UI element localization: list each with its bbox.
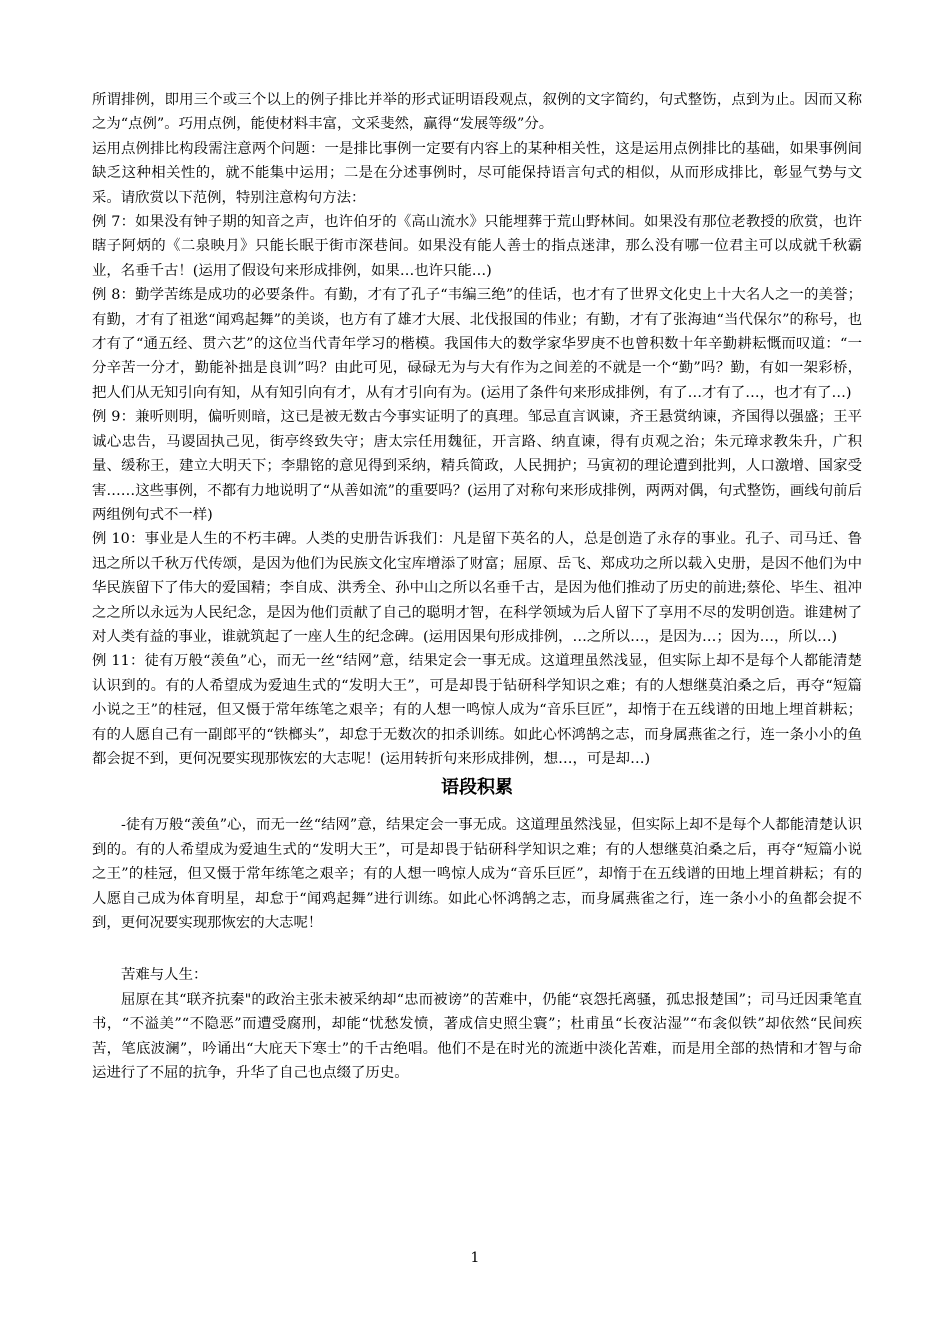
document-page — [92, 88, 862, 1085]
blank-line — [92, 935, 862, 963]
accumulation-paragraph: -徒有万般“羡鱼”心，而无一丝“结网”意，结果定会一事无成。这道理虽然浅显，但实际上却不是每个人都能清楚认识到的。有的人希望成为爱迪生式的“发明大王”，可是却畏于钻研科学知识之难；有的人想继莫泊桑之后，再夺“短篇小说之王”的桂冠，但又慑于常年练笔之艰辛；有的人想一鸣惊人成为“音乐巨匠”，却惰于在五线谱的田地上埋首耕耘；有的人愿自己成为体育明星，却怠于“闻鸡起舞”进行训练。如此心怀鸿鹄之志，而身属燕雀之行，连一条小小的鱼都会捉不到，更何况要实现那恢宏的大志呢！ — [92, 817, 862, 931]
intro-paragraph-1: 所谓排例，即用三个或三个以上的例子排比并举的形式证明语段观点，叙例的文字简约，句式整饬，点到为止。因而又称之为“点例”。巧用点例，能使材料丰富，文采斐然，赢得“发展等级”分。 — [92, 92, 862, 133]
example-7: 例 7：如果没有钟子期的知音之声，也许伯牙的《高山流水》只能埋葬于荒山野林间。如果没有那位老教授的欣赏，也许瞎子阿炳的《二泉映月》只能长眠于街市深巷间。如果没有能人善士的指点迷津，那么没有哪一位君主可以成就千秋霸业，名垂千古！(运用了假设句来形成排例，如果…也许只能…) — [92, 214, 862, 279]
page-number: 1 — [470, 1250, 480, 1266]
subtitle-hardship-and-life: 苦难与人生： — [121, 967, 208, 984]
example-11: 例 11：徒有万般“羡鱼”心，而无一丝“结网”意，结果定会一事无成。这道理虽然浅显，但实际上却不是每个人都能清楚认识到的。有的人希望成为爱迪生式的“发明大王”，可是却畏于钻研科学知识之难；有的人想继莫泊桑之后，再夺“短篇小说之王”的桂冠，但又慑于常年练笔之艰辛；有的人想一鸣惊人成为“音乐巨匠”，却惰于在五线谱的田地上埋首耕耘；有的人愿自己有一副郎平的“铁榔头”，却怠于无数次的扣杀训练。如此心怀鸿鹄之志，而身属燕雀之行，连一条小小的鱼都会捉不到，更何况要实现那恢宏的大志呢！(运用转折句来形成排例，想…，可是却…) — [92, 653, 862, 767]
example-10: 例 10：事业是人生的不朽丰碑。人类的史册告诉我们：凡是留下英名的人，总是创造了永存的事业。孔子、司马迁、鲁迅之所以千秋万代传颂，是因为他们为民族文化宝库增添了财富；屈原、岳飞、郑成功之所以载入史册，是因不他们为中华民族留下了伟大的爱国精；李自成、洪秀全、孙中山之所以名垂千古，是因为他们推动了历史的前进;蔡伦、毕生、祖冲之之所以永远为人民纪念，是因为他们贡献了自己的聪明才智，在科学领域为后人留下了享用不尽的发明创造。谁建树了对人类有益的事业，谁就筑起了一座人生的纪念碑。(运用因果句形成排例，…之所以…，是因为…；因为…，所以…) — [92, 531, 862, 645]
hardship-paragraph: 屈原在其“联齐抗秦"的政治主张未被采纳却“忠而被谤”的苦难中，仍能“哀怨托离骚，孤忠报楚国”；司马迁因秉笔直书，“不溢美”“不隐恶”而遭受腐刑，却能“忧愁发愤，著成信史照尘寰”；杜甫虽“长夜沾湿”“布衾似铁”却依然“民间疾苦，笔底波澜”，吟诵出“大庇天下寒士”的千古绝唱。他们不是在时光的流逝中淡化苦难，而是用全部的热情和才智与命运进行了不屈的抗争，升华了自己也点缀了历史。 — [92, 991, 862, 1082]
example-9: 例 9：兼听则明，偏听则暗，这已是被无数古今事实证明了的真理。邹忌直言讽谏，齐王悬赏纳谏，齐国得以强盛；王平诚心忠告，马谡固执己见，街亭终致失守；唐太宗任用魏征，开言路、纳直谏，得有贞观之治；朱元璋求教朱升，广积量、缓称王，建立大明天下；李鼎铭的意见得到采纳，精兵简政，人民拥护；马寅初的理论遭到批判，人口激增、国家受害……这些事例，不都有力地说明了“从善如流”的重要吗？(运用了对称句来形成排例，两两对偶，句式整饬，画线句前后两组例句式不一样) — [92, 409, 862, 523]
section-heading: 语段积累 — [441, 777, 513, 799]
intro-paragraph-2: 运用点例排比构段需注意两个问题：一是排比事例一定要有内容上的某种相关性，这是运用点例排比的基础，如果事例间缺乏这种相关性的，就不能集中运用；二是在分述事例时，尽可能保持语言句式的相似，从而形成排比，彰显气势与文采。请欣赏以下范例，特别注意构句方法： — [92, 140, 862, 206]
example-8: 例 8：勤学苦练是成功的必要条件。有勤，才有了孔子“韦编三绝”的佳话，也才有了世界文化史上十大名人之一的美誉；有勤，才有了祖逖“闻鸡起舞”的美谈，也方有了雄才大展、北伐报国的伟业；有勤，才有了张海迪“当代保尔”的称号，也才有了“通五经、贯六艺”的这位当代青年学习的楷模。我国伟大的数学家华罗庚不也曾积数十年辛勤耕耘慨而叹道：“一分辛苦一分才，勤能补拙是良训”吗？由此可见，碌碌无为与大有作为之间差的不就是一个“勤”吗？勤，有如一架彩桥，把人们从无知引向有知，从有知引向有才，从有才引向有为。(运用了条件句来形成排例，有了…才有了…，也才有了…) — [92, 287, 862, 401]
